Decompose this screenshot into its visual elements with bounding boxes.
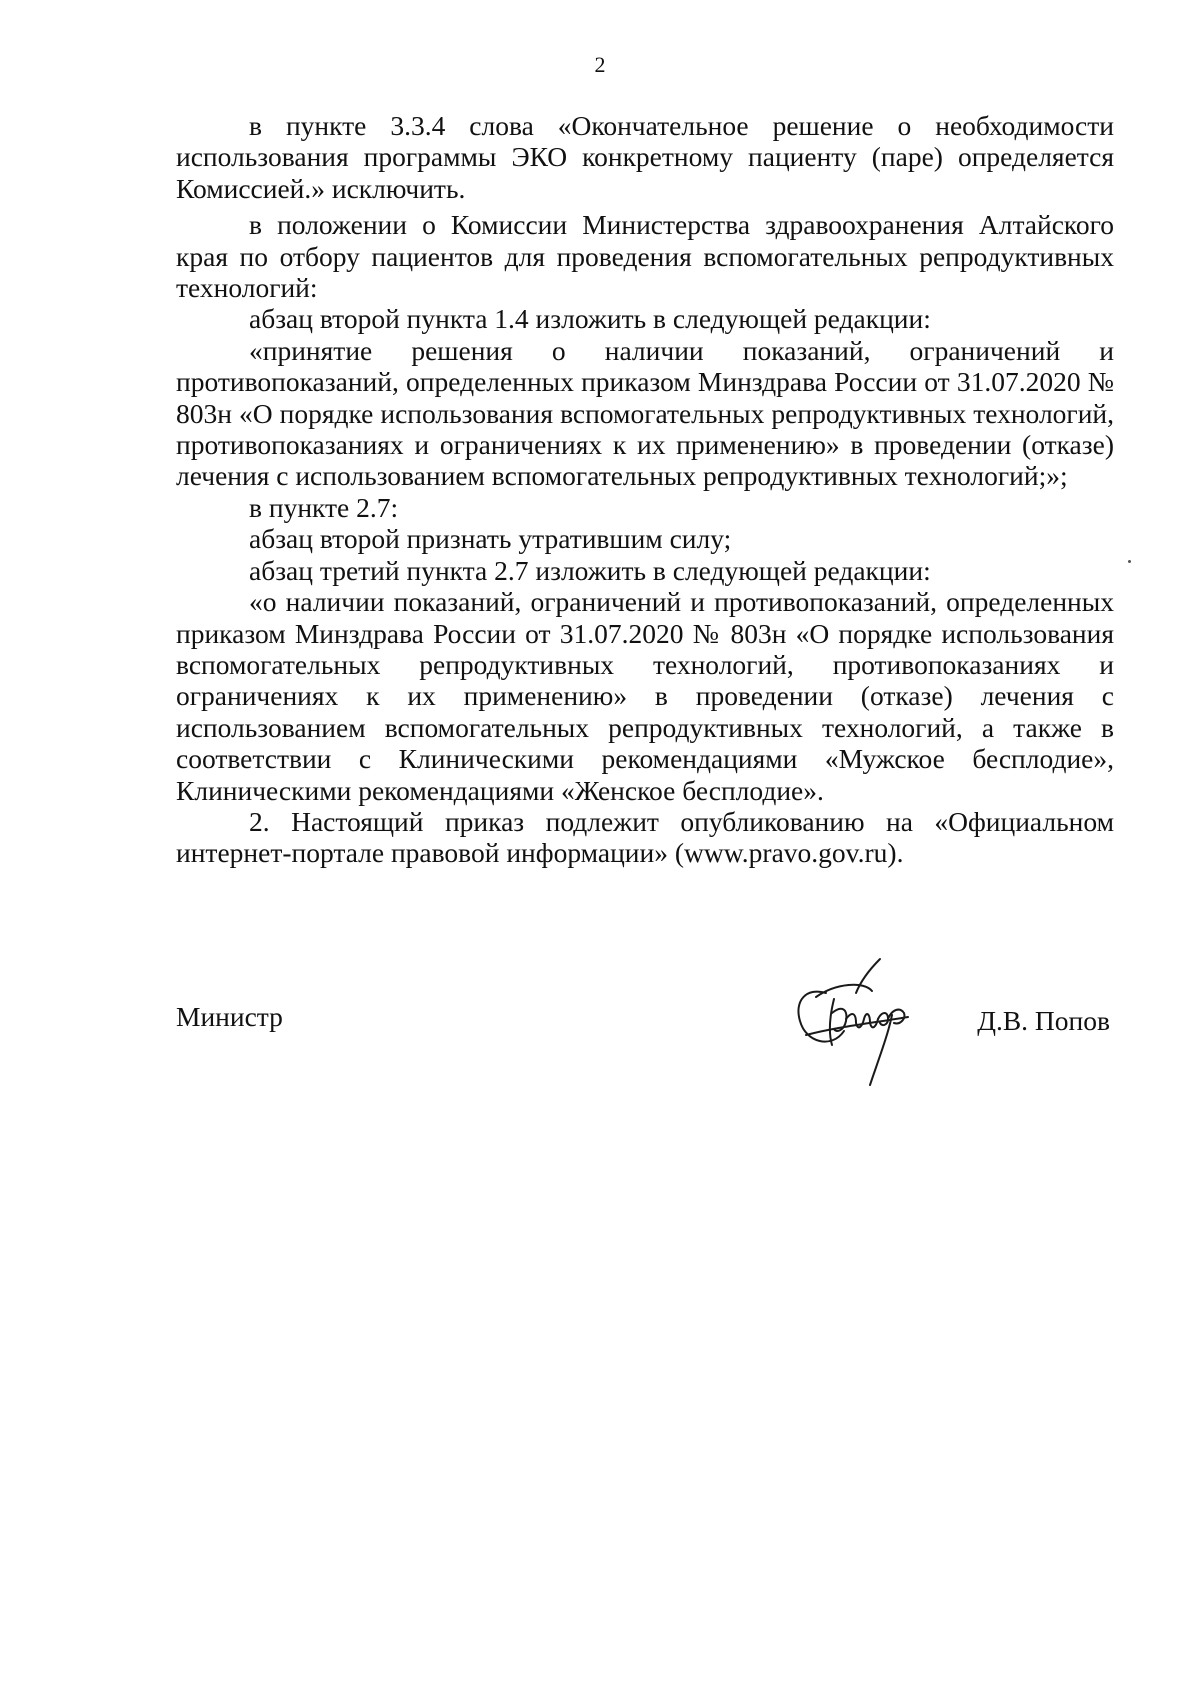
handwritten-signature-icon (776, 953, 936, 1093)
paragraph-clause-3-3-4: в пункте 3.3.4 слова «Окончательное решение о необходимости использования программы ЭКО конкретному пациенту (паре) определяется Комиссией.» исключить. (176, 110, 1114, 204)
scan-speck (1128, 560, 1131, 563)
paragraph-commission-regulation: в положении о Комиссии Министерства здравоохранения Алтайского края по отбору пациентов для проведения вспомогательных репродуктивных технологий: (176, 209, 1114, 304)
paragraph-clause-1-4-intro: абзац второй пункта 1.4 изложить в следующей редакции: (249, 303, 931, 335)
paragraph-publication: 2. Настоящий приказ подлежит опубликованию на «Официальном интернет-портале правовой информации» (www.pravo.gov.ru). (176, 805, 1114, 869)
signatory-title: Министр (176, 1001, 283, 1032)
paragraph-clause-2-7-intro: в пункте 2.7: (249, 491, 399, 523)
document-body (176, 110, 1114, 869)
paragraph-clause-2-7-second: абзац второй признать утратившим силу; (249, 523, 732, 555)
signature-block (176, 965, 1116, 1085)
signatory-name: Д.В. Попов (977, 1005, 1110, 1036)
paragraph-clause-2-7-third-text: «о наличии показаний, ограничений и противопоказаний, определенных приказом Минздрава России от 31.07.2020 № 803н «О порядке использования вспомогательных репродуктивных технологий, противопоказаниях и ограничениях к их применению» в проведении (отказе) лечения с использованием вспомогательных репродуктивных технологий, а также в соответствии с Клиническими рекомендациями «Мужское бесплодие», Клиническими рекомендациями «Женское бесплодие». (176, 586, 1114, 806)
paragraph-clause-2-7-third-intro: абзац третий пункта 2.7 изложить в следующей редакции: (249, 554, 931, 586)
page-number: 2 (594, 52, 606, 77)
paragraph-clause-1-4-text: «принятие решения о наличии показаний, ограничений и противопоказаний, определенных приказом Минздрава России от 31.07.2020 № 803н «О порядке использования вспомогательных репродуктивных технологий, противопоказаниях и ограничениях к их применению» в проведении (отказе) лечения с использованием вспомогательных репродуктивных технологий;»; (176, 334, 1114, 492)
